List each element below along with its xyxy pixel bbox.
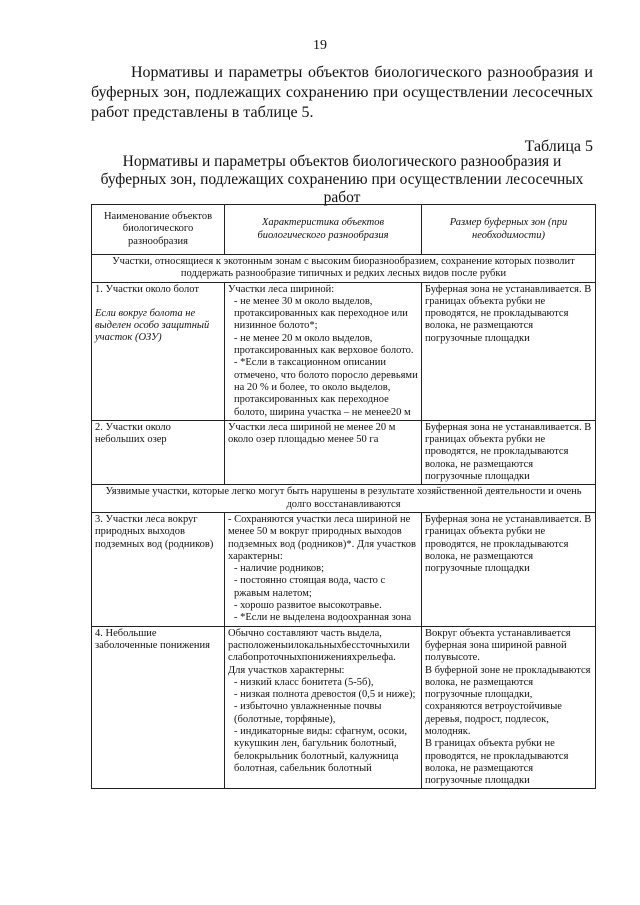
intro-paragraph: Нормативы и параметры объектов биологического разнообразия и буферных зон, подлежащих сохранению при осуществлении лесосечных работ представлены в таблице 5.: [91, 64, 593, 121]
desc-line: - Сохраняются участки леса шириной не менее 50 м вокруг природных выходов подземных вод (родников)*. Для участков характерны:: [228, 513, 416, 562]
row-note: Если вокруг болота не выделен особо защитный участок (ОЗУ): [95, 307, 210, 344]
cell-desc: Участки леса шириной не менее 20 м около озер площадью менее 50 га: [225, 420, 422, 484]
table-row: [92, 626, 596, 789]
header-buffer-size: Размер буферных зон (при необходимости): [422, 205, 596, 255]
desc-line: - постоянно стоящая вода, часто с ржавым налетом;: [234, 575, 386, 599]
desc-line: - наличие родников;: [234, 563, 325, 575]
section-vulnerable: Уязвимые участки, которые легко могут быть нарушены в результате хозяйственной деятельности и очень долго восстанавливаются: [92, 485, 596, 513]
desc-line: - не менее 20 м около выделов, протаксированных как верховое болото.: [234, 332, 414, 357]
cell-desc: [225, 512, 422, 626]
table-title: Нормативы и параметры объектов биологического разнообразия и буферных зон, подлежащих сохранению при осуществлении лесосечных работ: [100, 153, 584, 206]
section-row: [92, 485, 596, 513]
buffer-line: В буферной зоне не прокладываются волока, не размещаются погрузочные площадки, сохраняются ветроустойчивые деревья, подрост, подлесок, молодняк.: [425, 664, 591, 737]
row-name: 1. Участки около болот: [95, 283, 199, 295]
cell-buffer: Буферная зона не устанавливается. В границах объекта рубки не проводятся, не прокладываются волока, не размещаются погрузочные площадки: [422, 512, 596, 626]
table-header-row: [92, 205, 596, 255]
desc-line: - избыточно увлажненные почвы (болотные, торфяные),: [234, 701, 382, 725]
cell-desc: [225, 282, 422, 420]
section-ecotone: Участки, относящиеся к экотонным зонам с высоким биоразнообразием, сохранение которых позволит поддержать разнообразие типичных и редких лесных видов после рубки: [92, 255, 596, 283]
table-row: [92, 420, 596, 484]
cell-name: 3. Участки леса вокруг природных выходов подземных вод (родников): [92, 512, 225, 626]
desc-line: Участки леса шириной:: [228, 283, 335, 295]
cell-name: 2. Участки около небольших озер: [92, 420, 225, 484]
cell-buffer: Буферная зона не устанавливается. В границах объекта рубки не проводятся, не прокладываются волока, не размещаются погрузочные площадки: [422, 282, 596, 420]
desc-line: - индикаторные виды: сфагнум, осоки, кукушкин лен, багульник болотный, белокрыльник болотный, калужница болотная, сабельник болотный: [234, 725, 408, 774]
cell-name: 4. Небольшие заболоченные понижения: [92, 626, 225, 789]
desc-line: - хорошо развитое высокотравье.: [234, 600, 382, 612]
header-characteristics: Характеристика объектов биологического разнообразия: [225, 205, 422, 255]
cell-desc: [225, 626, 422, 789]
table-row: [92, 512, 596, 626]
buffer-line: В границах объекта рубки не проводятся, не прокладываются волока, не размещаются погрузочные площадки: [425, 738, 569, 787]
header-name: Наименование объектов биологического разнообразия: [92, 205, 225, 255]
desc-line: - низкий класс бонитета (5-5б),: [234, 676, 374, 688]
biodiversity-table: [91, 204, 596, 789]
desc-line: - *Если в таксационном описании отмечено, что болото поросло деревьями на 20 % и более, то около выделов, протаксированных как переходное болото, ширина участка – не менее20 м: [234, 357, 418, 418]
cell-name: [92, 282, 225, 420]
desc-line: - не менее 30 м около выделов, протаксированных как переходное или низинное болото*;: [234, 295, 408, 332]
buffer-line: Вокруг объекта устанавливается буферная зона шириной равной полувысоте.: [425, 627, 571, 664]
page-number: 19: [313, 38, 327, 53]
section-row: [92, 255, 596, 283]
cell-buffer: Буферная зона не устанавливается. В границах объекта рубки не проводятся, не прокладываются волока, не размещаются погрузочные площадки: [422, 420, 596, 484]
desc-line: - низкая полнота древостоя (0,5 и ниже);: [234, 689, 416, 701]
table-label: Таблица 5: [524, 138, 593, 155]
desc-line: Для участков характерны:: [228, 664, 345, 676]
desc-line: Обычно составляют часть выдела, расположеныилокальныхбессточныхили слабопроточныхпониженияхрельефа.: [228, 627, 410, 664]
cell-buffer: [422, 626, 596, 789]
desc-line: - *Если не выделена водоохранная зона: [234, 612, 412, 624]
table-row: [92, 282, 596, 420]
